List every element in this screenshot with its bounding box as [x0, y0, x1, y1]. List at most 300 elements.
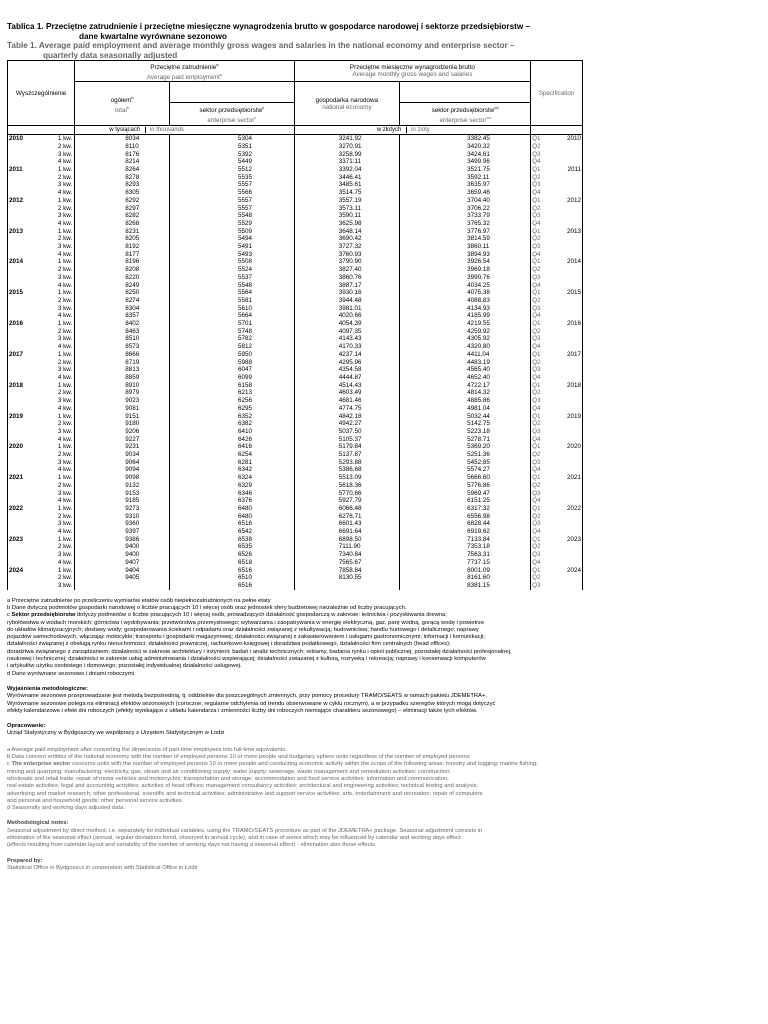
row-quarter: 1 kw.: [57, 350, 73, 358]
row-emp-enterprise: 5664: [170, 312, 295, 320]
row-emp-total: 8357: [75, 312, 170, 320]
note-b-pl: b Dane dotyczą podmiotów gospodarki narodowej o liczbie pracujących 10 i więcej osób oraz jednostek sfery budżetowej niezależnie od liczby pracujących.: [7, 604, 407, 611]
row-quarter: 4 kw.: [57, 219, 73, 227]
table-row: [8, 374, 583, 382]
row-emp-total: 8666: [75, 351, 170, 359]
row-emp-total: 8264: [75, 166, 170, 174]
header-sektor-en-sup: c: [254, 115, 257, 121]
row-spec-quarter: Q4: [531, 189, 553, 197]
header-sektor2-pl: sektor przedsiębiorstw: [431, 107, 495, 115]
row-wage-enterprise: 4134.93: [400, 305, 531, 313]
table-row: [8, 228, 583, 236]
row-emp-enterprise: 6516: [170, 520, 295, 528]
row-wage-enterprise: 6317.32: [400, 505, 531, 513]
note-a-en: a Average paid employment after converting the dimensions of part-time employees into full-time equivalents.: [7, 746, 287, 753]
row-emp-total: 9023: [75, 397, 170, 405]
table-row: [8, 543, 583, 551]
row-year: [8, 420, 36, 428]
row-wage-national: 3860.76: [294, 274, 399, 282]
row-spec-quarter: Q3: [531, 551, 553, 559]
row-wage-enterprise: 3926.54: [400, 258, 531, 266]
table-row: [8, 582, 583, 590]
row-emp-enterprise: 5304: [170, 135, 295, 143]
row-year: [8, 205, 36, 213]
row-wage-national: 6276.71: [294, 513, 399, 521]
row-spec-quarter: Q4: [531, 312, 553, 320]
table-row: [8, 382, 583, 390]
method-3-pl: efekty kalendarzowe i efekt dni roboczych (efekty wynikające z układu kalendarza i zmienności liczby dni roboczych niemające charakteru sezonowego) – eliminacji także tych efektów.: [7, 707, 478, 714]
row-wage-enterprise: 5223.18: [400, 428, 531, 436]
row-year: [8, 143, 36, 151]
row-spec-quarter: Q2: [531, 574, 553, 582]
row-emp-enterprise: 5537: [170, 274, 295, 282]
row-emp-enterprise: 5524: [170, 266, 295, 274]
row-wage-enterprise: 7353.18: [400, 543, 531, 551]
row-wage-enterprise: 4565.40: [400, 366, 531, 374]
row-spec-year: 2019: [552, 413, 582, 421]
row-wage-national: 4514.43: [294, 382, 399, 390]
row-spec-year: [552, 466, 582, 474]
row-emp-total: 8176: [75, 151, 170, 159]
row-wage-enterprise: 5452.85: [400, 459, 531, 467]
row-spec-year: 2024: [552, 567, 582, 575]
row-wage-national: 3827.40: [294, 266, 399, 274]
row-wage-enterprise: 6919.62: [400, 528, 531, 536]
table-row: [8, 520, 583, 528]
header-ogolem: [75, 82, 170, 126]
table-row: [8, 482, 583, 490]
row-emp-total: 8249: [75, 282, 170, 290]
row-wage-national: 3371.11: [294, 158, 399, 166]
header-employment-sup: a: [216, 62, 219, 67]
row-spec-quarter: Q3: [531, 243, 553, 251]
row-emp-enterprise: 6480: [170, 513, 295, 521]
row-year: 2019: [8, 413, 36, 421]
row-emp-enterprise: 5566: [170, 189, 295, 197]
row-emp-enterprise: 6518: [170, 559, 295, 567]
row-spec-year: [552, 212, 582, 220]
header-sektor: [170, 103, 295, 126]
row-year: [8, 543, 36, 551]
table-row: [8, 251, 583, 259]
row-wage-national: 4170.33: [294, 343, 399, 351]
row-emp-total: 9132: [75, 482, 170, 490]
row-wage-national: 3573.11: [294, 205, 399, 213]
table-row: [8, 174, 583, 182]
row-spec-quarter: Q1: [531, 320, 553, 328]
row-wage-enterprise: 6556.98: [400, 513, 531, 521]
row-spec-quarter: Q1: [531, 474, 553, 482]
row-wage-enterprise: 3704.40: [400, 197, 531, 205]
row-year: [8, 497, 36, 505]
row-quarter: 3 kw.: [57, 181, 73, 189]
row-emp-enterprise: 5782: [170, 335, 295, 343]
row-spec-quarter: Q4: [531, 405, 553, 413]
row-emp-enterprise: 5610: [170, 305, 295, 313]
row-wage-national: 3446.41: [294, 174, 399, 182]
row-spec-quarter: Q1: [531, 258, 553, 266]
header-gospodarka: [294, 82, 399, 126]
row-emp-total: 8250: [75, 289, 170, 297]
header-sektor2-en-sup: cd: [486, 115, 491, 121]
row-emp-total: 9081: [75, 405, 170, 413]
footnotes-en: [7, 747, 627, 872]
row-emp-total: 8719: [75, 359, 170, 367]
row-emp-enterprise: 5509: [170, 228, 295, 236]
row-emp-total: 8274: [75, 297, 170, 305]
row-quarter: 1 kw.: [57, 320, 73, 328]
row-emp-total: 8177: [75, 251, 170, 259]
header-blank-2: [400, 82, 531, 103]
table-row: [8, 158, 583, 166]
row-year: 2018: [8, 382, 36, 390]
row-emp-enterprise: 5564: [170, 289, 295, 297]
row-wage-enterprise: 4981.04: [400, 405, 531, 413]
row-emp-total: 8278: [75, 174, 170, 182]
row-emp-enterprise: 5950: [170, 351, 295, 359]
row-wage-national: 5927.79: [294, 497, 399, 505]
row-wage-enterprise: 3424.61: [400, 151, 531, 159]
row-spec-year: [552, 482, 582, 490]
row-wage-national: 3514.75: [294, 189, 399, 197]
row-emp-enterprise: 5508: [170, 258, 295, 266]
title-en-line2: quarterly data seasonally adjusted: [43, 50, 178, 60]
row-emp-enterprise: 6047: [170, 366, 295, 374]
row-spec-year: 2013: [552, 228, 582, 236]
footnotes: [7, 598, 627, 873]
row-quarter: 2 kw.: [57, 420, 73, 428]
row-emp-total: 9405: [75, 574, 170, 582]
row-emp-total: 9064: [75, 459, 170, 467]
row-emp-enterprise: 5351: [170, 143, 295, 151]
row-spec-year: 2012: [552, 197, 582, 205]
row-wage-enterprise: 8161.60: [400, 574, 531, 582]
row-quarter: 3 kw.: [57, 243, 73, 251]
row-emp-enterprise: 6526: [170, 551, 295, 559]
row-spec-quarter: Q4: [531, 343, 553, 351]
row-wage-national: 3944.48: [294, 297, 399, 305]
row-wage-national: 3930.16: [294, 289, 399, 297]
row-emp-enterprise: 5581: [170, 297, 295, 305]
row-wage-enterprise: 3894.93: [400, 251, 531, 259]
row-wage-national: 3557.19: [294, 197, 399, 205]
row-wage-enterprise: 4885.86: [400, 397, 531, 405]
row-year: [8, 559, 36, 567]
row-emp-enterprise: 5812: [170, 343, 295, 351]
row-emp-total: 9098: [75, 474, 170, 482]
row-spec-year: [552, 143, 582, 151]
row-quarter: 1 kw.: [57, 196, 73, 204]
row-quarter: 1 kw.: [57, 504, 73, 512]
row-quarter: 2 kw.: [57, 327, 73, 335]
row-wage-national: 4444.87: [294, 374, 399, 382]
header-employment: [75, 61, 295, 82]
table-row: [8, 289, 583, 297]
table-row: [8, 428, 583, 436]
row-emp-total: 8305: [75, 189, 170, 197]
method-2-pl: Wyrównanie sezonowe polega na eliminacji efektów sezonowych (coroczne, regularne odchylenia od trendu obserwowane w cyklu rocznym), a w przypadku szeregów których mogą dotyczyć: [7, 700, 496, 707]
row-year: 2021: [8, 474, 36, 482]
row-spec-quarter: Q2: [531, 543, 553, 551]
row-spec-year: [552, 282, 582, 290]
table-title-pl: [7, 22, 762, 41]
header-gospodarka-en: national economy: [322, 103, 372, 111]
row-year: [8, 220, 36, 228]
row-wage-enterprise: 3706.22: [400, 205, 531, 213]
row-quarter: 3 kw.: [57, 581, 73, 589]
row-spec-year: [552, 220, 582, 228]
row-year: [8, 189, 36, 197]
row-spec-quarter: Q3: [531, 520, 553, 528]
row-emp-enterprise: 5449: [170, 158, 295, 166]
row-wage-enterprise: 7563.31: [400, 551, 531, 559]
header-ogolem-sup: b: [131, 94, 134, 100]
row-spec-quarter: Q4: [531, 374, 553, 382]
row-emp-total: 8297: [75, 205, 170, 213]
row-wage-national: 3648.14: [294, 228, 399, 236]
table-row: [8, 497, 583, 505]
row-spec-quarter: Q2: [531, 389, 553, 397]
row-year: 2015: [8, 289, 36, 297]
note-d-pl: d Dane wyrównane sezonowo i dniami roboczymi: [7, 670, 134, 677]
row-year: [8, 520, 36, 528]
row-spec-year: 2010: [552, 135, 582, 143]
note-c4-en: real estate activities; legal and accounting activities; activities of head offices; management consultancy activities; architectural and engineering activities; technical testing and analysis;: [7, 783, 478, 790]
row-spec-quarter: Q1: [531, 197, 553, 205]
note-a-pl: a Przeciętne zatrudnienie po przeliczeniu wymiarów etatów osób niepełnozatrudnionych na pełne etaty: [7, 597, 271, 604]
row-spec-year: [552, 436, 582, 444]
row-spec-year: 2011: [552, 166, 582, 174]
row-year: 2024: [8, 567, 36, 575]
row-spec-quarter: Q2: [531, 420, 553, 428]
row-spec-quarter: Q1: [531, 382, 553, 390]
row-year: [8, 274, 36, 282]
row-spec-quarter: Q4: [531, 251, 553, 259]
row-quarter: 3 kw.: [57, 273, 73, 281]
method-heading-pl: Wyjaśnienia metodologiczne:: [7, 685, 89, 692]
units-thousands-en: in thousands: [149, 127, 184, 134]
row-emp-enterprise: 6535: [170, 543, 295, 551]
row-wage-national: 3258.99: [294, 151, 399, 159]
row-wage-national: 3887.17: [294, 282, 399, 290]
row-wage-enterprise: 5278.71: [400, 436, 531, 444]
row-spec-year: [552, 543, 582, 551]
row-emp-enterprise: 5748: [170, 328, 295, 336]
row-spec-quarter: Q3: [531, 490, 553, 498]
table-row: [8, 351, 583, 359]
row-spec-quarter: Q3: [531, 335, 553, 343]
row-wage-national: 6691.64: [294, 528, 399, 536]
row-emp-enterprise: 6254: [170, 451, 295, 459]
table-row: [8, 181, 583, 189]
units-blank-left: [8, 126, 75, 135]
row-spec-year: [552, 297, 582, 305]
row-emp-enterprise: 6324: [170, 474, 295, 482]
prepared-heading-pl: Opracowanie:: [7, 723, 46, 730]
row-emp-enterprise: 5548: [170, 212, 295, 220]
header-ogolem-pl: ogółem: [110, 96, 132, 104]
row-quarter: 1 kw.: [57, 258, 73, 266]
row-year: [8, 513, 36, 521]
row-wage-national: 4237.14: [294, 351, 399, 359]
row-quarter: 2 kw.: [57, 358, 73, 366]
row-quarter: 4 kw.: [57, 435, 73, 443]
row-quarter: 3 kw.: [57, 212, 73, 220]
row-quarter: 1 kw.: [57, 381, 73, 389]
row-quarter: 2 kw.: [57, 296, 73, 304]
row-year: [8, 366, 36, 374]
units-thousands: [75, 126, 295, 135]
row-wage-enterprise: 7133.84: [400, 536, 531, 544]
row-wage-enterprise: 4185.99: [400, 312, 531, 320]
row-wage-enterprise: 5142.75: [400, 420, 531, 428]
row-year: 2010: [8, 135, 36, 143]
note-c5-en: advertising and market research; other professional, scientific and technical activities; administrative and support service activities; arts, entertainment and recreation; repair of computers: [7, 790, 483, 797]
note-c-pl: [7, 612, 627, 619]
method-heading-en: Methodological notes:: [7, 820, 69, 827]
header-employment-pl: Przeciętne zatrudnienie: [150, 64, 217, 72]
table-body: [8, 135, 583, 590]
row-wage-national: 3790.90: [294, 258, 399, 266]
row-quarter: 4 kw.: [57, 497, 73, 505]
row-wage-enterprise: 3969.18: [400, 266, 531, 274]
row-year: 2020: [8, 443, 36, 451]
row-year: [8, 181, 36, 189]
units-zloty-pl: w złotych: [376, 127, 402, 134]
row-wage-enterprise: 3521.75: [400, 166, 531, 174]
row-spec-quarter: Q2: [531, 297, 553, 305]
row-wage-enterprise: 4088.83: [400, 297, 531, 305]
row-wage-national: 7111.90: [294, 543, 399, 551]
row-spec-year: [552, 513, 582, 521]
row-wage-enterprise: 3776.97: [400, 228, 531, 236]
row-quarter: 4 kw.: [57, 373, 73, 381]
row-wage-enterprise: 3420.32: [400, 143, 531, 151]
row-spec-quarter: Q2: [531, 482, 553, 490]
row-year: 2017: [8, 351, 36, 359]
row-emp-total: 8205: [75, 235, 170, 243]
row-emp-enterprise: 6329: [170, 482, 295, 490]
header-blank-1: [170, 82, 295, 103]
row-spec-quarter: Q1: [531, 536, 553, 544]
row-year: 2011: [8, 166, 36, 174]
row-emp-enterprise: 6256: [170, 397, 295, 405]
row-year: [8, 305, 36, 313]
row-quarter: 4 kw.: [57, 404, 73, 412]
table-row: [8, 490, 583, 498]
table-row: [8, 359, 583, 367]
table-row: [8, 297, 583, 305]
row-spec-year: 2018: [552, 382, 582, 390]
row-spec-year: [552, 243, 582, 251]
row-quarter: 4 kw.: [57, 281, 73, 289]
row-wage-enterprise: 6151.25: [400, 497, 531, 505]
row-wage-enterprise: 4652.40: [400, 374, 531, 382]
row-wage-enterprise: 4034.25: [400, 282, 531, 290]
row-emp-total: 9034: [75, 451, 170, 459]
row-emp-total: 9273: [75, 505, 170, 513]
row-year: 2012: [8, 197, 36, 205]
header-ogolem-en-sup: b: [126, 104, 130, 110]
row-spec-year: [552, 189, 582, 197]
row-spec-year: [552, 397, 582, 405]
row-wage-national: 4354.58: [294, 366, 399, 374]
row-quarter: 1 kw.: [57, 443, 73, 451]
row-emp-enterprise: 5392: [170, 151, 295, 159]
row-quarter: 1 kw.: [57, 412, 73, 420]
row-emp-total: 8510: [75, 335, 170, 343]
row-year: 2014: [8, 258, 36, 266]
row-wage-national: 4774.75: [294, 405, 399, 413]
row-year: [8, 466, 36, 474]
row-year: [8, 251, 36, 259]
row-wage-enterprise: 8001.09: [400, 567, 531, 575]
row-year: [8, 235, 36, 243]
row-emp-total: 8208: [75, 266, 170, 274]
row-year: [8, 528, 36, 536]
row-emp-total: 8463: [75, 328, 170, 336]
prepared-heading-en: Prepared by:: [7, 857, 43, 864]
row-emp-total: 8231: [75, 228, 170, 236]
row-wage-enterprise: 3814.59: [400, 235, 531, 243]
row-quarter: 1 kw.: [57, 289, 73, 297]
row-emp-enterprise: 6376: [170, 497, 295, 505]
row-spec-year: [552, 158, 582, 166]
row-emp-enterprise: 6410: [170, 428, 295, 436]
note-c7-pl: naukowej i technicznej; działalności w zakresie usług administrowania i działalności wspierającej; działalności związanej z kulturą, rozrywką i rekreacją; naprawy i konserwacji komputerów: [7, 656, 486, 663]
row-year: [8, 343, 36, 351]
row-emp-total: 9153: [75, 490, 170, 498]
row-spec-quarter: Q1: [531, 443, 553, 451]
table-row: [8, 505, 583, 513]
row-emp-enterprise: 6295: [170, 405, 295, 413]
row-wage-enterprise: 5251.36: [400, 451, 531, 459]
row-year: [8, 158, 36, 166]
table-row: [8, 328, 583, 336]
row-spec-year: [552, 343, 582, 351]
row-wage-national: 4020.66: [294, 312, 399, 320]
header-ogolem-en: total: [115, 106, 127, 114]
row-wage-national: 3690.42: [294, 235, 399, 243]
row-wage-national: 3241.92: [294, 135, 399, 143]
row-emp-enterprise: 6213: [170, 389, 295, 397]
row-year: [8, 212, 36, 220]
table-row: [8, 389, 583, 397]
row-quarter: 3 kw.: [57, 397, 73, 405]
row-spec-quarter: Q4: [531, 559, 553, 567]
row-emp-total: 9397: [75, 528, 170, 536]
table-row: [8, 243, 583, 251]
row-emp-total: 8292: [75, 197, 170, 205]
row-emp-total: 8214: [75, 158, 170, 166]
row-quarter: 3 kw.: [57, 304, 73, 312]
row-wage-enterprise: 5574.27: [400, 466, 531, 474]
row-wage-enterprise: 3382.45: [400, 135, 531, 143]
row-emp-total: 9185: [75, 497, 170, 505]
row-emp-enterprise: 5491: [170, 243, 295, 251]
note-c-en: [7, 761, 627, 768]
row-spec-quarter: Q1: [531, 413, 553, 421]
document-page: [7, 22, 762, 872]
row-spec-quarter: Q2: [531, 174, 553, 182]
row-emp-total: 9310: [75, 513, 170, 521]
row-spec-year: 2021: [552, 474, 582, 482]
row-wage-national: 4143.43: [294, 335, 399, 343]
row-emp-enterprise: 5988: [170, 359, 295, 367]
table-row: [8, 413, 583, 421]
row-emp-enterprise: 5535: [170, 174, 295, 182]
row-emp-total: 9407: [75, 559, 170, 567]
